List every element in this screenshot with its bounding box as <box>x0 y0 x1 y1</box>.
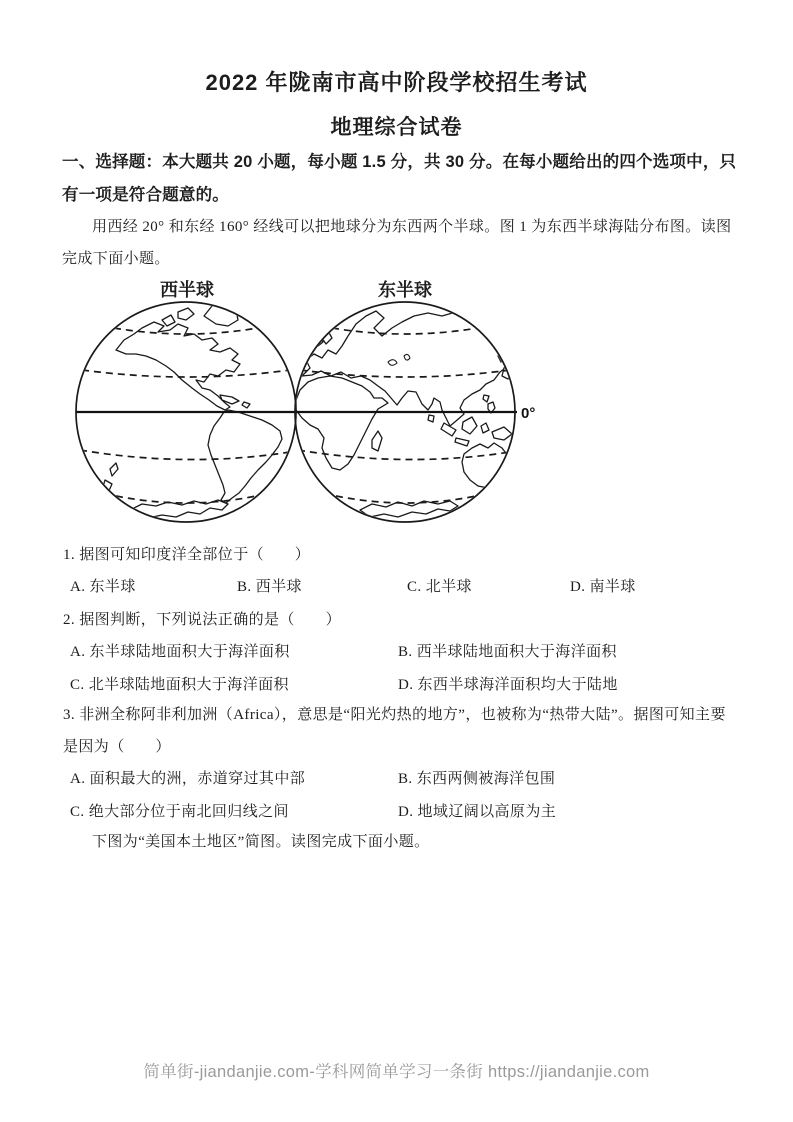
question-1-option-b: B. 西半球 <box>237 579 302 595</box>
passage-next: 下图为“美国本土地区”简图。读图完成下面小题。 <box>92 834 430 850</box>
new-guinea <box>492 427 512 440</box>
east-hemisphere-label: 东半球 <box>378 280 432 300</box>
africa <box>296 376 388 470</box>
caspian-sea <box>404 354 410 360</box>
question-1-option-d: D. 南半球 <box>570 579 636 595</box>
new-zealand-north <box>110 463 118 476</box>
arctic-islands <box>178 308 194 320</box>
borneo <box>462 417 477 434</box>
question-1-options <box>70 571 753 603</box>
question-3-options-row-1 <box>70 763 753 795</box>
iceland <box>306 321 317 331</box>
footer-watermark: 简单街-jiandanjie.com-学科网简单学习一条街 https://jiandanjie.com <box>143 1063 650 1081</box>
section-heading: 一、选择题：本大题共 20 小题，每小题 1.5 分，共 30 分。在每小题给出的四个选项中，只有一项是符合题意的。 <box>62 153 737 204</box>
arctic-islands-2 <box>162 315 175 326</box>
question-3-options-row-2 <box>70 796 753 828</box>
question-1-option-c: C. 北半球 <box>407 579 472 595</box>
equator-degree-label: 0° <box>521 405 536 422</box>
question-2-options-row-2 <box>70 669 753 701</box>
question-1-stem: 1. 据图可知印度洋全部位于（ ） <box>63 547 311 563</box>
madagascar <box>372 431 382 451</box>
tasmania <box>489 493 497 500</box>
question-3-option-d: D. 地域辽阔以高原为主 <box>398 804 557 820</box>
question-3-stem: 3. 非洲全称阿非利加洲（Africa），意思是“阳光灼热的地方”，也被称为“热带大陆”。据图可知主要是因为（ ） <box>63 707 726 755</box>
question-3-option-b: B. 东西两侧被海洋包围 <box>398 771 556 787</box>
sumatra <box>441 423 456 436</box>
question-2-option-d: D. 东西半球海洋面积均大于陆地 <box>398 677 618 693</box>
page-subtitle: 地理综合试卷 <box>330 116 463 139</box>
west-hemisphere-label: 西半球 <box>160 280 214 300</box>
black-sea <box>388 360 397 366</box>
java <box>455 438 469 446</box>
question-2-option-a: A. 东半球陆地面积大于海洋面积 <box>70 644 290 660</box>
australia <box>462 443 510 488</box>
antarctic-circle-east <box>336 496 476 503</box>
sulawesi <box>481 423 489 433</box>
question-2-options-row-1 <box>70 636 753 668</box>
question-2-option-b: B. 西半球陆地面积大于海洋面积 <box>398 644 617 660</box>
question-3-option-a: A. 面积最大的洲，赤道穿过其中部 <box>70 771 306 787</box>
hemisphere-map-figure <box>60 298 560 530</box>
antarctic-circle-west <box>116 496 256 503</box>
east-hemisphere-land <box>296 311 515 517</box>
question-2-option-c: C. 北半球陆地面积大于海洋面积 <box>70 677 289 693</box>
question-1-option-a: A. 东半球 <box>70 579 136 595</box>
question-3-option-c: C. 绝大部分位于南北回归线之间 <box>70 804 289 820</box>
passage-intro: 用西经 20° 和东经 160° 经线可以把地球分为东西两个半球。图 1 为东西半球海陆分布图。读图完成下面小题。 <box>62 219 732 267</box>
taiwan <box>483 395 489 402</box>
page-title: 2022 年陇南市高中阶段学校招生考试 <box>205 70 588 95</box>
caribbean-islet <box>242 402 250 408</box>
sri-lanka <box>428 415 434 422</box>
south-america <box>208 410 282 503</box>
question-2-stem: 2. 据图判断，下列说法正确的是（ ） <box>63 612 342 628</box>
